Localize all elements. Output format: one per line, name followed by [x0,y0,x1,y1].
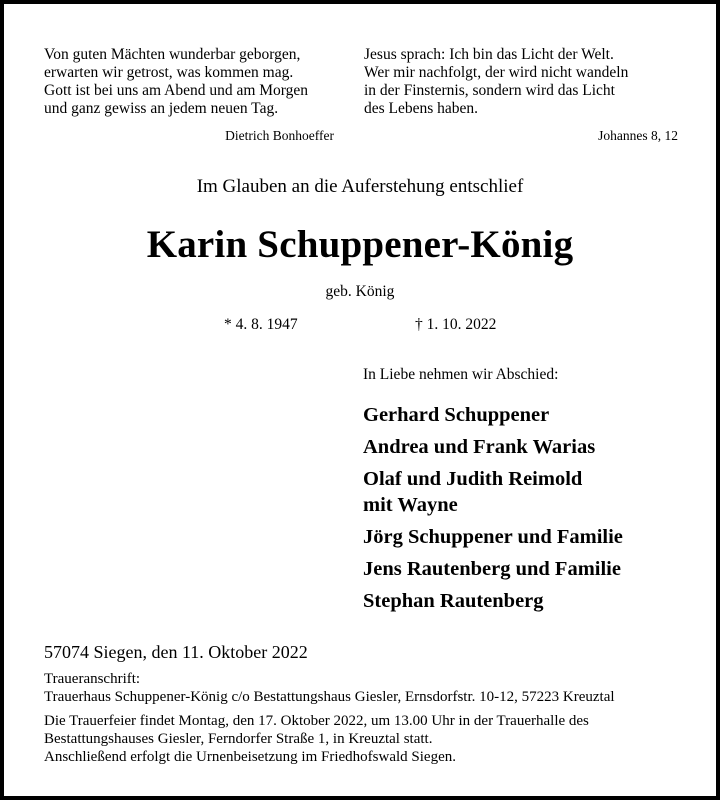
ceremony-line: Bestattungshauses Giesler, Ferndorfer Straße 1, in Kreuztal statt. [44,731,433,747]
quote-right-line: des Lebens haben. [364,100,479,117]
quote-right-line: Wer mir nachfolgt, der wird nicht wandeln [364,64,629,81]
farewell-intro: In Liebe nehmen wir Abschied: [363,366,559,383]
mourner-name: mit Wayne [363,494,458,516]
funeral-address: Trauerhaus Schuppener-König c/o Bestattungshaus Giesler, Ernsdorfstr. 10-12, 57223 Kreuztal [44,689,615,705]
quote-left [44,46,308,118]
deceased-name: Karin Schuppener-König [146,223,574,266]
quote-right-line: Jesus sprach: Ich bin das Licht der Welt. [364,46,614,63]
quote-left-line: Von guten Mächten wunderbar geborgen, [44,46,301,63]
mourner-name: Stephan Rautenberg [363,590,544,612]
deceased-nee: geb. König [325,283,395,300]
quote-right-source: Johannes 8, 12 [598,128,678,143]
quote-left-author: Dietrich Bonhoeffer [225,128,334,143]
mourner-name: Jörg Schuppener und Familie [363,526,623,548]
mourner-name: Gerhard Schuppener [363,404,550,426]
quote-right-line: in der Finsternis, sondern wird das Licht [364,82,615,99]
quote-left-line: Gott ist bei uns am Abend und am Morgen [44,82,309,99]
place-date: 57074 Siegen, den 11. Oktober 2022 [44,642,308,662]
burial-text: Anschließend erfolgt die Urnenbeisetzung im Friedhofswald Siegen. [44,749,456,765]
ceremony-line: Die Trauerfeier findet Montag, den 17. Oktober 2022, um 13.00 Uhr in der Trauerhalle des [44,713,589,729]
mourner-name: Olaf und Judith Reimold [363,468,583,490]
quote-left-line: und ganz gewiss an jedem neuen Tag. [44,100,279,117]
mourners-list [363,402,623,614]
death-date: † 1. 10. 2022 [415,316,497,333]
mourner-name: Andrea und Frank Warias [363,436,596,458]
info-block [44,670,682,766]
quote-right [364,46,628,118]
address-label: Traueranschrift: [44,671,141,687]
quote-left-line: erwarten wir getrost, was kommen mag. [44,64,294,81]
mourner-name: Jens Rautenberg und Familie [363,558,621,580]
intro-text: Im Glauben an die Auferstehung entschlief [196,176,524,197]
birth-date: * 4. 8. 1947 [224,316,298,333]
